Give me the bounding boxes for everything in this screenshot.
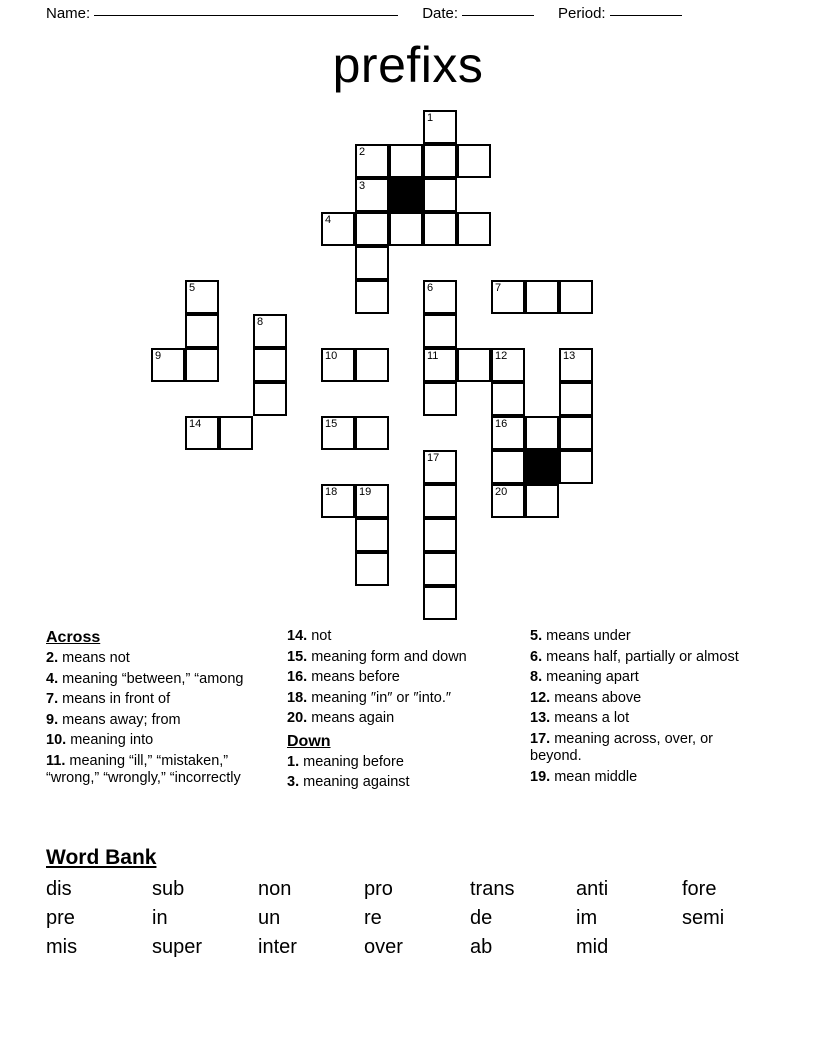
clue-item (46, 650, 277, 668)
word-bank-row (46, 875, 776, 904)
crossword-cell-number: 9 (155, 350, 162, 362)
clue-item (530, 669, 760, 687)
crossword-cell-number: 3 (359, 180, 366, 192)
crossword-cell-number: 20 (495, 486, 508, 498)
crossword-cell-number: 8 (257, 316, 264, 328)
crossword-cell-number: 15 (325, 418, 338, 430)
crossword-cell[interactable] (321, 484, 355, 518)
crossword-cell[interactable] (559, 382, 593, 416)
word-bank-word: im (576, 907, 598, 929)
crossword-block-cell (389, 178, 423, 212)
crossword-cell[interactable] (185, 348, 219, 382)
crossword-cell[interactable] (355, 246, 389, 280)
crossword-block-cell (525, 450, 559, 484)
crossword-cell[interactable] (423, 518, 457, 552)
clue-number: 9. (46, 711, 63, 728)
crossword-cell[interactable] (355, 348, 389, 382)
crossword-cell[interactable] (525, 280, 559, 314)
word-bank-word: re (364, 907, 382, 929)
clue-text: not (311, 628, 332, 644)
crossword-cell[interactable] (389, 144, 423, 178)
crossword-cell[interactable] (321, 348, 355, 382)
crossword-cell[interactable] (389, 212, 423, 246)
word-bank-word: sub (152, 878, 185, 900)
crossword-cell[interactable] (423, 450, 457, 484)
crossword-cell[interactable] (423, 110, 457, 144)
clue-text: means under (546, 628, 631, 644)
word-bank-word: de (470, 907, 493, 929)
word-bank-word (682, 933, 788, 962)
clue-number: 8. (530, 669, 547, 685)
crossword-cell[interactable] (423, 382, 457, 416)
clue-item (287, 774, 520, 792)
word-bank-row (46, 904, 776, 933)
crossword-cell-number: 12 (495, 350, 508, 362)
clue-item (287, 710, 520, 728)
clue-number: 4. (46, 670, 63, 687)
clue-text: means above (554, 689, 642, 706)
crossword-cell[interactable] (355, 144, 389, 178)
clue-item (530, 710, 760, 728)
crossword-cell[interactable] (423, 280, 457, 314)
word-bank-word: anti (576, 878, 609, 900)
clues-column-2 (287, 628, 530, 795)
clue-number: 12. (530, 689, 555, 706)
clue-number: 18. (287, 689, 312, 706)
crossword-cell[interactable] (423, 144, 457, 178)
clue-text: means a lot (554, 710, 630, 726)
crossword-cell[interactable] (185, 280, 219, 314)
crossword-cell[interactable] (253, 314, 287, 348)
crossword-cell-number: 4 (325, 214, 332, 226)
crossword-cell-number: 2 (359, 146, 366, 158)
crossword-cell[interactable] (321, 212, 355, 246)
crossword-cell[interactable] (355, 518, 389, 552)
crossword-cell[interactable] (559, 450, 593, 484)
down-clue-list-part1 (287, 754, 520, 792)
page-title: prefixs (332, 37, 484, 93)
crossword-cell[interactable] (491, 348, 525, 382)
word-bank-row (46, 933, 776, 962)
clue-number: 3. (287, 774, 304, 790)
clue-text: meaning before (303, 753, 404, 770)
word-bank-word: trans (470, 878, 515, 900)
crossword-cell[interactable] (559, 280, 593, 314)
clues-column-1 (46, 628, 287, 791)
word-bank-word: ab (470, 936, 493, 958)
crossword-cell[interactable] (423, 314, 457, 348)
clue-number: 6. (530, 648, 547, 665)
clue-item (530, 690, 760, 708)
crossword-cell[interactable] (151, 348, 185, 382)
crossword-cell[interactable] (423, 484, 457, 518)
word-bank-word: non (258, 878, 292, 900)
down-heading: Down (287, 732, 331, 750)
clue-number: 7. (46, 691, 63, 707)
crossword-cell[interactable] (559, 416, 593, 450)
word-bank-section (46, 845, 776, 962)
crossword-cell-number: 7 (495, 282, 502, 294)
clue-item (46, 712, 277, 730)
word-bank-word: dis (46, 878, 72, 900)
down-clue-list-part2 (530, 628, 760, 786)
crossword-cell-number: 5 (189, 282, 196, 294)
clue-text: mean middle (554, 768, 638, 785)
clue-text: means away; from (62, 711, 181, 728)
crossword-cell[interactable] (457, 212, 491, 246)
clue-item (287, 669, 520, 687)
word-bank-word: semi (682, 907, 725, 929)
clues-section (46, 628, 770, 795)
crossword-cell[interactable] (219, 416, 253, 450)
crossword-cell-number: 13 (563, 350, 576, 362)
crossword-cell[interactable] (423, 212, 457, 246)
clue-text: meaning “between,” “among (62, 670, 244, 687)
word-bank-word: over (364, 936, 403, 958)
crossword-cell[interactable] (559, 348, 593, 382)
word-bank-word: super (152, 936, 203, 958)
clue-item (530, 649, 760, 667)
clue-text: means half, partially or almost (546, 648, 739, 665)
crossword-cell-number: 11 (427, 350, 439, 362)
crossword-cell[interactable] (491, 416, 525, 450)
across-clue-list-part2 (287, 628, 520, 728)
across-heading: Across (46, 629, 101, 646)
word-bank-heading: Word Bank (46, 846, 157, 869)
period-label: Period: (558, 4, 606, 22)
word-bank-word: mid (576, 936, 609, 958)
clue-text: meaning into (70, 732, 154, 748)
clue-text: means in front of (62, 691, 171, 707)
clue-item (46, 671, 277, 689)
clue-number: 13. (530, 710, 555, 726)
clue-number: 11. (46, 752, 70, 769)
clue-item (530, 628, 760, 646)
crossword-cell[interactable] (491, 450, 525, 484)
clue-number: 15. (287, 648, 312, 665)
crossword-cell[interactable] (457, 144, 491, 178)
clue-text: meaning form and down (311, 648, 467, 665)
crossword-cell[interactable] (491, 280, 525, 314)
crossword-cell-number: 1 (427, 112, 434, 124)
clues-column-3 (530, 628, 770, 789)
name-label: Name: (46, 4, 91, 22)
clue-text: meaning against (303, 774, 410, 790)
clue-number: 5. (530, 628, 547, 644)
word-bank-word: mis (46, 936, 78, 958)
clue-item (46, 732, 277, 750)
clue-item (287, 649, 520, 667)
clue-item (287, 754, 520, 772)
crossword-cell-number: 6 (427, 282, 434, 294)
crossword-cell[interactable] (185, 416, 219, 450)
clue-text: meaning “ill,” “mistaken,” “wrong,” “wrongly,” “incorrectly (46, 752, 241, 786)
crossword-cell[interactable] (185, 314, 219, 348)
clue-item (530, 731, 760, 766)
date-label: Date: (422, 4, 459, 22)
crossword-cell[interactable] (355, 552, 389, 586)
clue-number: 2. (46, 650, 63, 666)
crossword-cell[interactable] (355, 178, 389, 212)
clue-number: 14. (287, 628, 312, 644)
clue-item (46, 753, 277, 788)
crossword-cell[interactable] (491, 484, 525, 518)
word-bank-word: fore (682, 878, 717, 900)
crossword-cell[interactable] (423, 552, 457, 586)
clue-text: means not (62, 650, 130, 666)
clue-item (287, 628, 520, 646)
crossword-cell-number: 10 (325, 350, 338, 362)
clue-item (287, 690, 520, 708)
crossword-cell[interactable] (525, 484, 559, 518)
crossword-cell[interactable] (491, 382, 525, 416)
crossword-cell[interactable] (355, 280, 389, 314)
clue-number: 1. (287, 753, 304, 770)
word-bank-rows (46, 875, 776, 962)
crossword-cell[interactable] (423, 586, 457, 620)
crossword-cell[interactable] (321, 416, 355, 450)
clue-text: meaning across, over, or beyond. (530, 730, 713, 764)
crossword-cell[interactable] (253, 348, 287, 382)
crossword-cell[interactable] (457, 348, 491, 382)
word-bank-word: un (258, 907, 281, 929)
crossword-cell[interactable] (423, 348, 457, 382)
crossword-cell[interactable] (355, 212, 389, 246)
word-bank-word: pro (364, 878, 393, 900)
clue-text: means before (311, 669, 400, 685)
clue-item (530, 769, 760, 787)
crossword-cell-number: 18 (325, 486, 338, 498)
word-bank-word: inter (258, 936, 297, 958)
crossword-cell-number: 16 (495, 418, 508, 430)
clue-number: 19. (530, 768, 555, 785)
crossword-cell-number: 14 (189, 418, 202, 430)
crossword-cell[interactable] (355, 484, 389, 518)
word-bank-word: in (152, 907, 168, 929)
crossword-cell-number: 19 (359, 486, 372, 498)
crossword-cell-number: 17 (427, 452, 440, 464)
clue-text: meaning apart (546, 669, 639, 685)
crossword-cell[interactable] (253, 382, 287, 416)
crossword-cell[interactable] (423, 178, 457, 212)
across-clue-list-part1 (46, 650, 277, 788)
word-bank-word: pre (46, 907, 75, 929)
clue-number: 17. (530, 730, 555, 747)
clue-text: means again (311, 710, 395, 726)
crossword-cell[interactable] (525, 416, 559, 450)
clue-text: meaning ″in″ or ″into.″ (311, 689, 452, 706)
clue-item (46, 691, 277, 709)
crossword-cell[interactable] (355, 416, 389, 450)
clue-number: 16. (287, 669, 312, 685)
clue-number: 10. (46, 732, 71, 748)
clue-number: 20. (287, 710, 312, 726)
